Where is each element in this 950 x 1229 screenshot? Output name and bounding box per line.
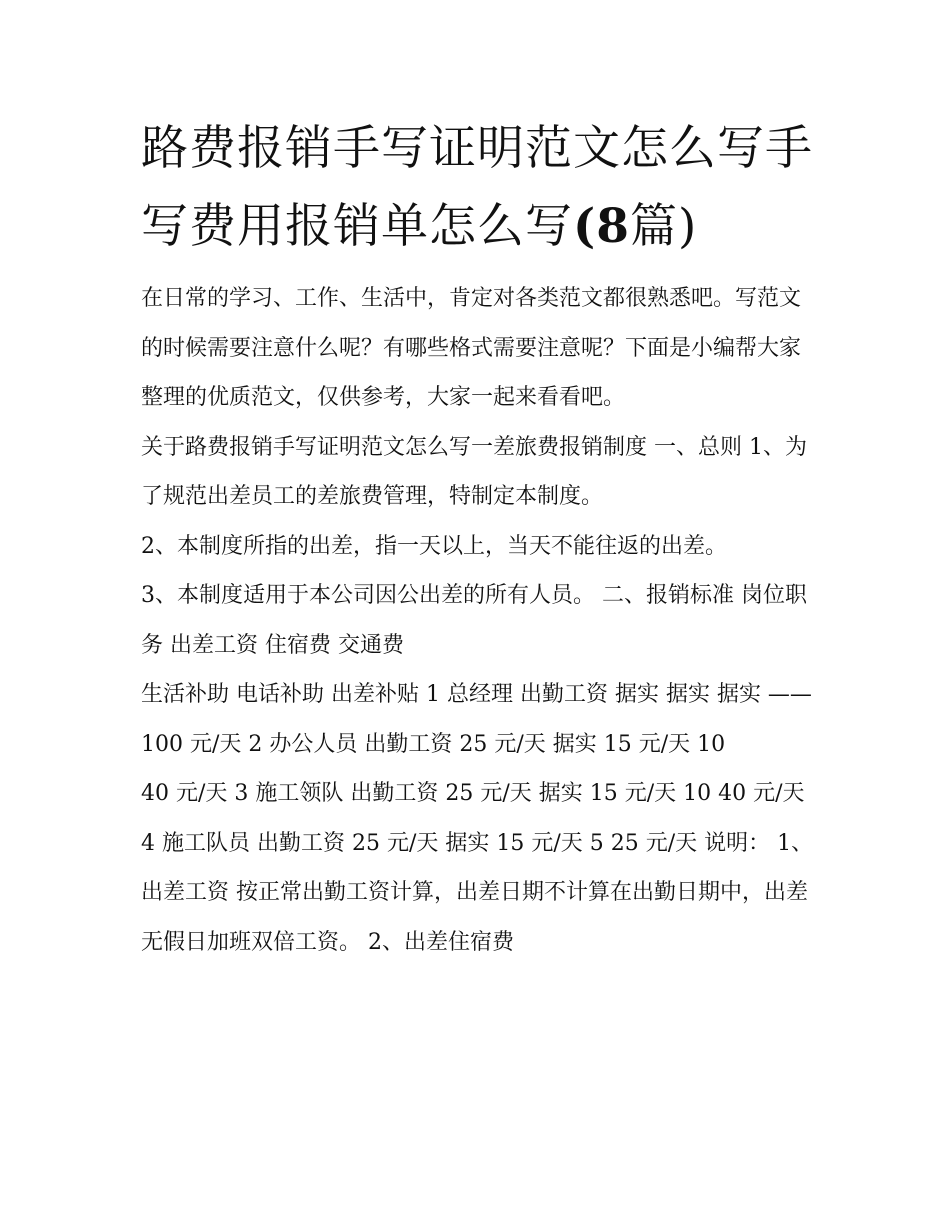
document-page [141, 110, 821, 967]
document-title [141, 110, 821, 266]
document-body [141, 274, 821, 967]
intro-paragraph: 在日常的学习、工作、生活中，肯定对各类范文都很熟悉吧。写范文的时候需要注意什么呢？有哪些格式需要注意呢？下面是小编帮大家整理的优质范文，仅供参考，大家一起来看看吧。 [141, 286, 802, 410]
section-paragraph-1: 关于路费报销手写证明范文怎么写一差旅费报销制度 一、总则 1、为了规范出差员工的差旅费管理，特制定本制度。 [141, 434, 807, 509]
section-paragraph-3: 3、本制度适用于本公司因公出差的所有人员。 二、报销标准 岗位职务 出差工资 住宿费 交通费 [141, 583, 807, 658]
title-count: (8 [573, 199, 630, 254]
section-paragraph-4: 生活补助 电话补助 出差补贴 1 总经理 出勤工资 据实 据实 据实 —— 100 元/天 2 办公人员 出勤工资 25 元/天 据实 15 元/天 10 [141, 682, 819, 757]
title-suffix: 篇) [629, 199, 698, 254]
title-text: 路费报销手写证明范文怎么写手写费用报销单怎么写 [141, 121, 813, 254]
section-paragraph-2: 2、本制度所指的出差，指一天以上，当天不能往返的出差。 [141, 533, 727, 559]
section-paragraph-5: 40 元/天 3 施工领队 出勤工资 25 元/天 据实 15 元/天 10 40 元/天 4 施工队员 出勤工资 25 元/天 据实 15 元/天 5 25 元/天 说明： 1、出差工资 按正常出勤工资计算，出差日期不计算在出勤日期中，出差无假日加班双倍工资。 2、出差住宿费 [141, 781, 814, 955]
